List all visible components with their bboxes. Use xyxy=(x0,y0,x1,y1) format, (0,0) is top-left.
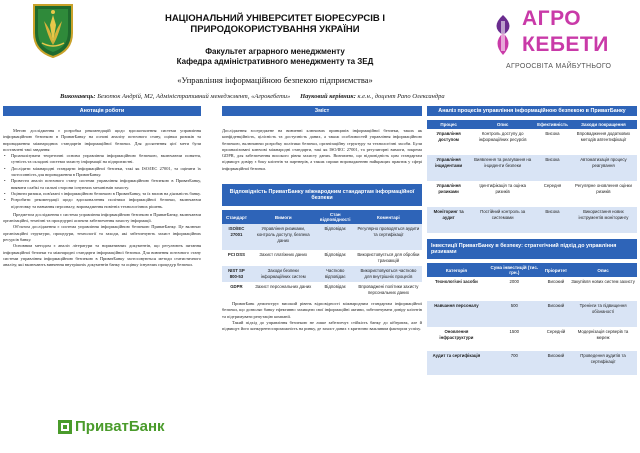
list-item: • Розробити рекомендації щодо вдосконалення політики інформаційної безпеки, включаючи підготовку та навчання персоналу, впровадження новітніх технологічних рішень. xyxy=(11,197,201,210)
table-cell: 500 xyxy=(486,301,543,327)
university-crest-icon xyxy=(30,3,76,59)
research-topic: «Управління інформаційною безпекою підприємства» xyxy=(177,75,373,85)
table-cell: Закупівля нових систем захисту xyxy=(571,279,635,284)
table-header: Вимоги xyxy=(251,210,316,224)
content-conclusion xyxy=(222,301,422,332)
subject-paragraph: Предметом дослідження є система управління інформаційною безпекою в ПриватБанку, включаючи організаційні, технічні та процедурні аспекти забезпечення захисту інформації. xyxy=(3,211,201,224)
agro-word: АГРО xyxy=(522,7,582,30)
privatbank-text: ПриватБанк xyxy=(75,418,165,435)
tasks-list xyxy=(3,153,201,210)
standards-table xyxy=(222,210,422,298)
university-name: НАЦІОНАЛЬНИЙ УНІВЕРСИТЕТ БІОРЕСУРСІВ І ПРИРОДОКОРИСТУВАННЯ УКРАЇНИ xyxy=(164,13,386,35)
table-header: Опис xyxy=(470,120,535,129)
content-column xyxy=(222,106,422,333)
table-header: Процес xyxy=(427,120,470,129)
table-cell: NIST SP 800-53 xyxy=(222,266,251,282)
table-header-row xyxy=(427,263,637,277)
agrokebety-logo xyxy=(488,5,633,80)
table-cell: Заходи безпеки інформаційних систем xyxy=(251,266,316,282)
agrokebety-mark-icon xyxy=(488,13,518,57)
abstract-body xyxy=(3,128,201,269)
table-row xyxy=(222,250,422,266)
table-row xyxy=(427,207,637,233)
table-cell: Висока xyxy=(545,131,560,136)
list-item: • Проаналізувати теоретичні основи управління інформаційною безпекою, включаючи поняття, сутність та складові системи захисту інформації на підприємстві. xyxy=(11,153,201,166)
table-cell: Використання нових інструментів моніторингу xyxy=(570,207,637,233)
table-cell: Постійний контроль за системами xyxy=(470,207,535,233)
table-cell: Моніторинг та аудит xyxy=(427,207,470,233)
table-cell: 700 xyxy=(486,351,543,375)
table-cell: Високий xyxy=(543,301,569,327)
list-item: • Дослідити міжнародні стандарти інформаційної безпеки, такі як ISO/IEC 27001, та оцінити їх застосовність для впровадження в ПриватБанку. xyxy=(11,166,201,179)
table-header: Стандарт xyxy=(222,210,251,224)
table-cell: GDPR xyxy=(230,284,243,290)
agrokebety-tagline: АГРООСВІТА МАЙБУТНЬОГО xyxy=(506,63,612,70)
investments-table-title: Інвестиції ПриватБанку в безпеку: стратегічний підхід до управління ризиками xyxy=(427,239,637,259)
table-header-row xyxy=(427,120,637,129)
processes-table xyxy=(427,120,637,233)
table-header: Стан відповідності xyxy=(316,210,355,224)
table-cell: Аудит та сертифікація xyxy=(427,351,486,375)
table-row xyxy=(427,155,637,181)
table-header: Пріоритет xyxy=(543,263,569,277)
table-row xyxy=(222,266,422,282)
supervisor-label: Науковий керівник: xyxy=(300,93,356,100)
poster-header xyxy=(0,0,640,100)
executor-label: Виконавець: xyxy=(60,93,96,100)
list-item: • Провести аналіз поточного стану системи управління інформаційною безпекою в ПриватБанку, виявити слабкі та сильні сторони існуючих механізмів захисту. xyxy=(11,178,201,191)
list-item: • Оцінити ризики, пов'язані з інформаційною безпекою в ПриватБанку, та їх вплив на діяльність банку. xyxy=(11,191,201,197)
table-cell: Середній xyxy=(546,329,566,334)
table-header: Заходи покращення xyxy=(570,120,637,129)
table-cell: PCI DSS xyxy=(227,252,246,258)
table-cell: Тренінги та підвищення обізнаності xyxy=(569,301,637,327)
table-row xyxy=(427,301,637,327)
table-cell: Управління ризиками, контроль доступу, безпека даних xyxy=(251,224,316,250)
table-header: Категорія xyxy=(427,263,486,277)
abstract-title: Анотація роботи xyxy=(3,106,201,116)
table-header: Опис xyxy=(569,263,637,277)
table-cell: Оновлення інфраструктури xyxy=(439,329,474,340)
table-cell: Впроваджені політики захисту персональних даних xyxy=(358,284,419,296)
conclusion-paragraph: Такий підхід до управління безпекою не лише забезпечує стійкість банку до кібератак, але й підвищує його конкурентоспроможність на ринку, де захист даних є критично важливим фактором успіху. xyxy=(222,319,422,332)
abstract-column xyxy=(3,106,201,269)
privatbank-mark-icon xyxy=(58,420,72,434)
table-row xyxy=(222,282,422,298)
table-cell: Регулярне оновлення оцінки ризиків xyxy=(575,183,632,194)
privatbank-logo xyxy=(58,418,165,435)
faculty-name: Факультет аграрного менеджменту xyxy=(205,47,345,56)
methods-paragraph: Основним методом є аналіз літератури та нормативних документів, що регулюють питання інформаційної безпеки та міжнародні стандарти інформаційної безпеки. Для вивчення поточного стану системи управління інформаційною безпекою в ПриватБанку застосовуються методи статистичного аналізу, які включають вивчення внутрішніх документів банку та оцінку існуючих процедур безпеки. xyxy=(3,243,201,268)
table-cell: Автоматизація процесу реагування xyxy=(570,155,637,181)
table-cell: Захист персональних даних xyxy=(255,284,312,290)
supervisor-name: к.е.н., доцент Рапо Олександра xyxy=(357,93,445,100)
department-name: Кафедра адміністративного менеджменту та ЗЕД xyxy=(176,57,374,66)
content-intro: Дослідження зосереджене на вивченні ключових принципів інформаційної безпеки, таких як конфіденційність, цілісність та доступність даних, а також особливостей управління інформаційною безпекою, включаючи розробку політики безпеки, організаційну структуру та технологічні засоби. Були проаналізовані ключові міжнародні стандарти, такі як ISO/IEC 27001, та регуляторні вимоги, зокрема GDPR, для забезпечення високого рівня захисту даних. Визначено, що відповідність цим стандартам підвищує довіру з боку клієнтів та партнерів, а також сприяє впровадженню найкращих практик у сфері інформаційної безпеки. xyxy=(222,128,422,171)
table-cell: ISO/IEC 27001 xyxy=(222,224,251,250)
table-row xyxy=(427,181,637,207)
table-cell: Висока xyxy=(535,207,570,233)
table-cell: Високий xyxy=(543,351,569,375)
faculty-block xyxy=(110,47,440,67)
table-header: Ефективність xyxy=(537,122,568,127)
table-cell: Захист платіжних даних xyxy=(259,252,308,258)
table-cell: Використовуються частково для внутрішніх процесів xyxy=(355,266,422,282)
table-cell: Навчання персоналу xyxy=(427,301,486,327)
table-cell: Управління доступом xyxy=(436,131,461,142)
table-cell: Висока xyxy=(535,155,570,181)
standards-table-title: Відповідність ПриватБанку міжнародним стандартам інформаційної безпеки xyxy=(222,184,422,206)
executor-name: Безопюк Андрій, М2, Адміністративний менеджмент, «Агрокебети» xyxy=(97,93,291,100)
table-cell: Технологічні засоби xyxy=(435,279,478,284)
table-cell: Середня xyxy=(543,183,562,188)
table-cell: Високий xyxy=(547,279,565,284)
table-row xyxy=(427,327,637,351)
content-title: Зміст xyxy=(222,106,422,116)
table-cell: Використовується для обробки транзакцій xyxy=(357,252,420,264)
table-header: Сума інвестицій (тис. грн.) xyxy=(486,263,543,277)
table-cell: 1500 xyxy=(509,329,520,334)
table-cell: Контроль доступу до інформаційних ресурсів xyxy=(478,131,527,142)
table-cell: Управління інцидентами xyxy=(427,155,470,181)
table-header-row xyxy=(222,210,422,224)
table-cell: Відповідає xyxy=(324,252,346,258)
table-cell: Модернізація серверів та мереж xyxy=(577,329,629,340)
table-row xyxy=(222,224,422,250)
investments-table xyxy=(427,263,637,375)
abstract-intro: Метою дослідження є розробка рекомендацій щодо вдосконалення системи управління інформаційною безпекою в ПриватБанку на основі аналізу поточного стану, оцінки ризиків та впровадження міжнародних стандартів інформаційної безпеки. Для досягнення цієї мети були поставлені такі завдання: xyxy=(3,128,201,152)
table-cell: Ідентифікація та оцінка ризиків xyxy=(479,183,526,194)
table-header: Коментарі xyxy=(355,210,422,224)
kebety-word: КЕБЕТИ xyxy=(522,33,609,56)
analysis-column xyxy=(427,106,637,375)
processes-table-title: Аналіз процесів управління інформаційною безпекою в ПриватБанку xyxy=(427,106,637,116)
table-cell: Частково відповідає xyxy=(316,266,355,282)
authors-line xyxy=(60,93,560,100)
table-cell: 2000 xyxy=(509,279,520,284)
table-row xyxy=(427,277,637,301)
table-cell: Управління ризиками xyxy=(436,183,461,194)
object-paragraph: Об'єктом дослідження є система управління інформаційною безпекою ПриватБанку. Це включає організаційні структури, процедури, технології та заходи, які забезпечують захист інформаційних ресурсів банку. xyxy=(3,224,201,243)
table-cell: Виявлення та реагування на інциденти безпеки xyxy=(470,155,535,181)
table-cell: Впровадження додаткових методів автентифікації xyxy=(576,131,631,142)
table-row xyxy=(427,129,637,155)
table-cell: Відповідає xyxy=(324,284,346,290)
conclusion-paragraph: ПриватБанк демонструє високий рівень відповідності міжнародним стандартам інформаційної безпеки, що дозволяє банку ефективно захищати свої інформаційні активи, забезпечувати довіру клієнтів та підтримувати репутацію компанії. xyxy=(222,301,422,319)
table-cell: Регулярно проводяться аудити та сертифікації xyxy=(355,224,422,250)
table-cell: Проведення аудитів та сертифікації xyxy=(569,351,637,375)
table-cell: Відповідає xyxy=(316,224,355,250)
table-row xyxy=(427,351,637,375)
